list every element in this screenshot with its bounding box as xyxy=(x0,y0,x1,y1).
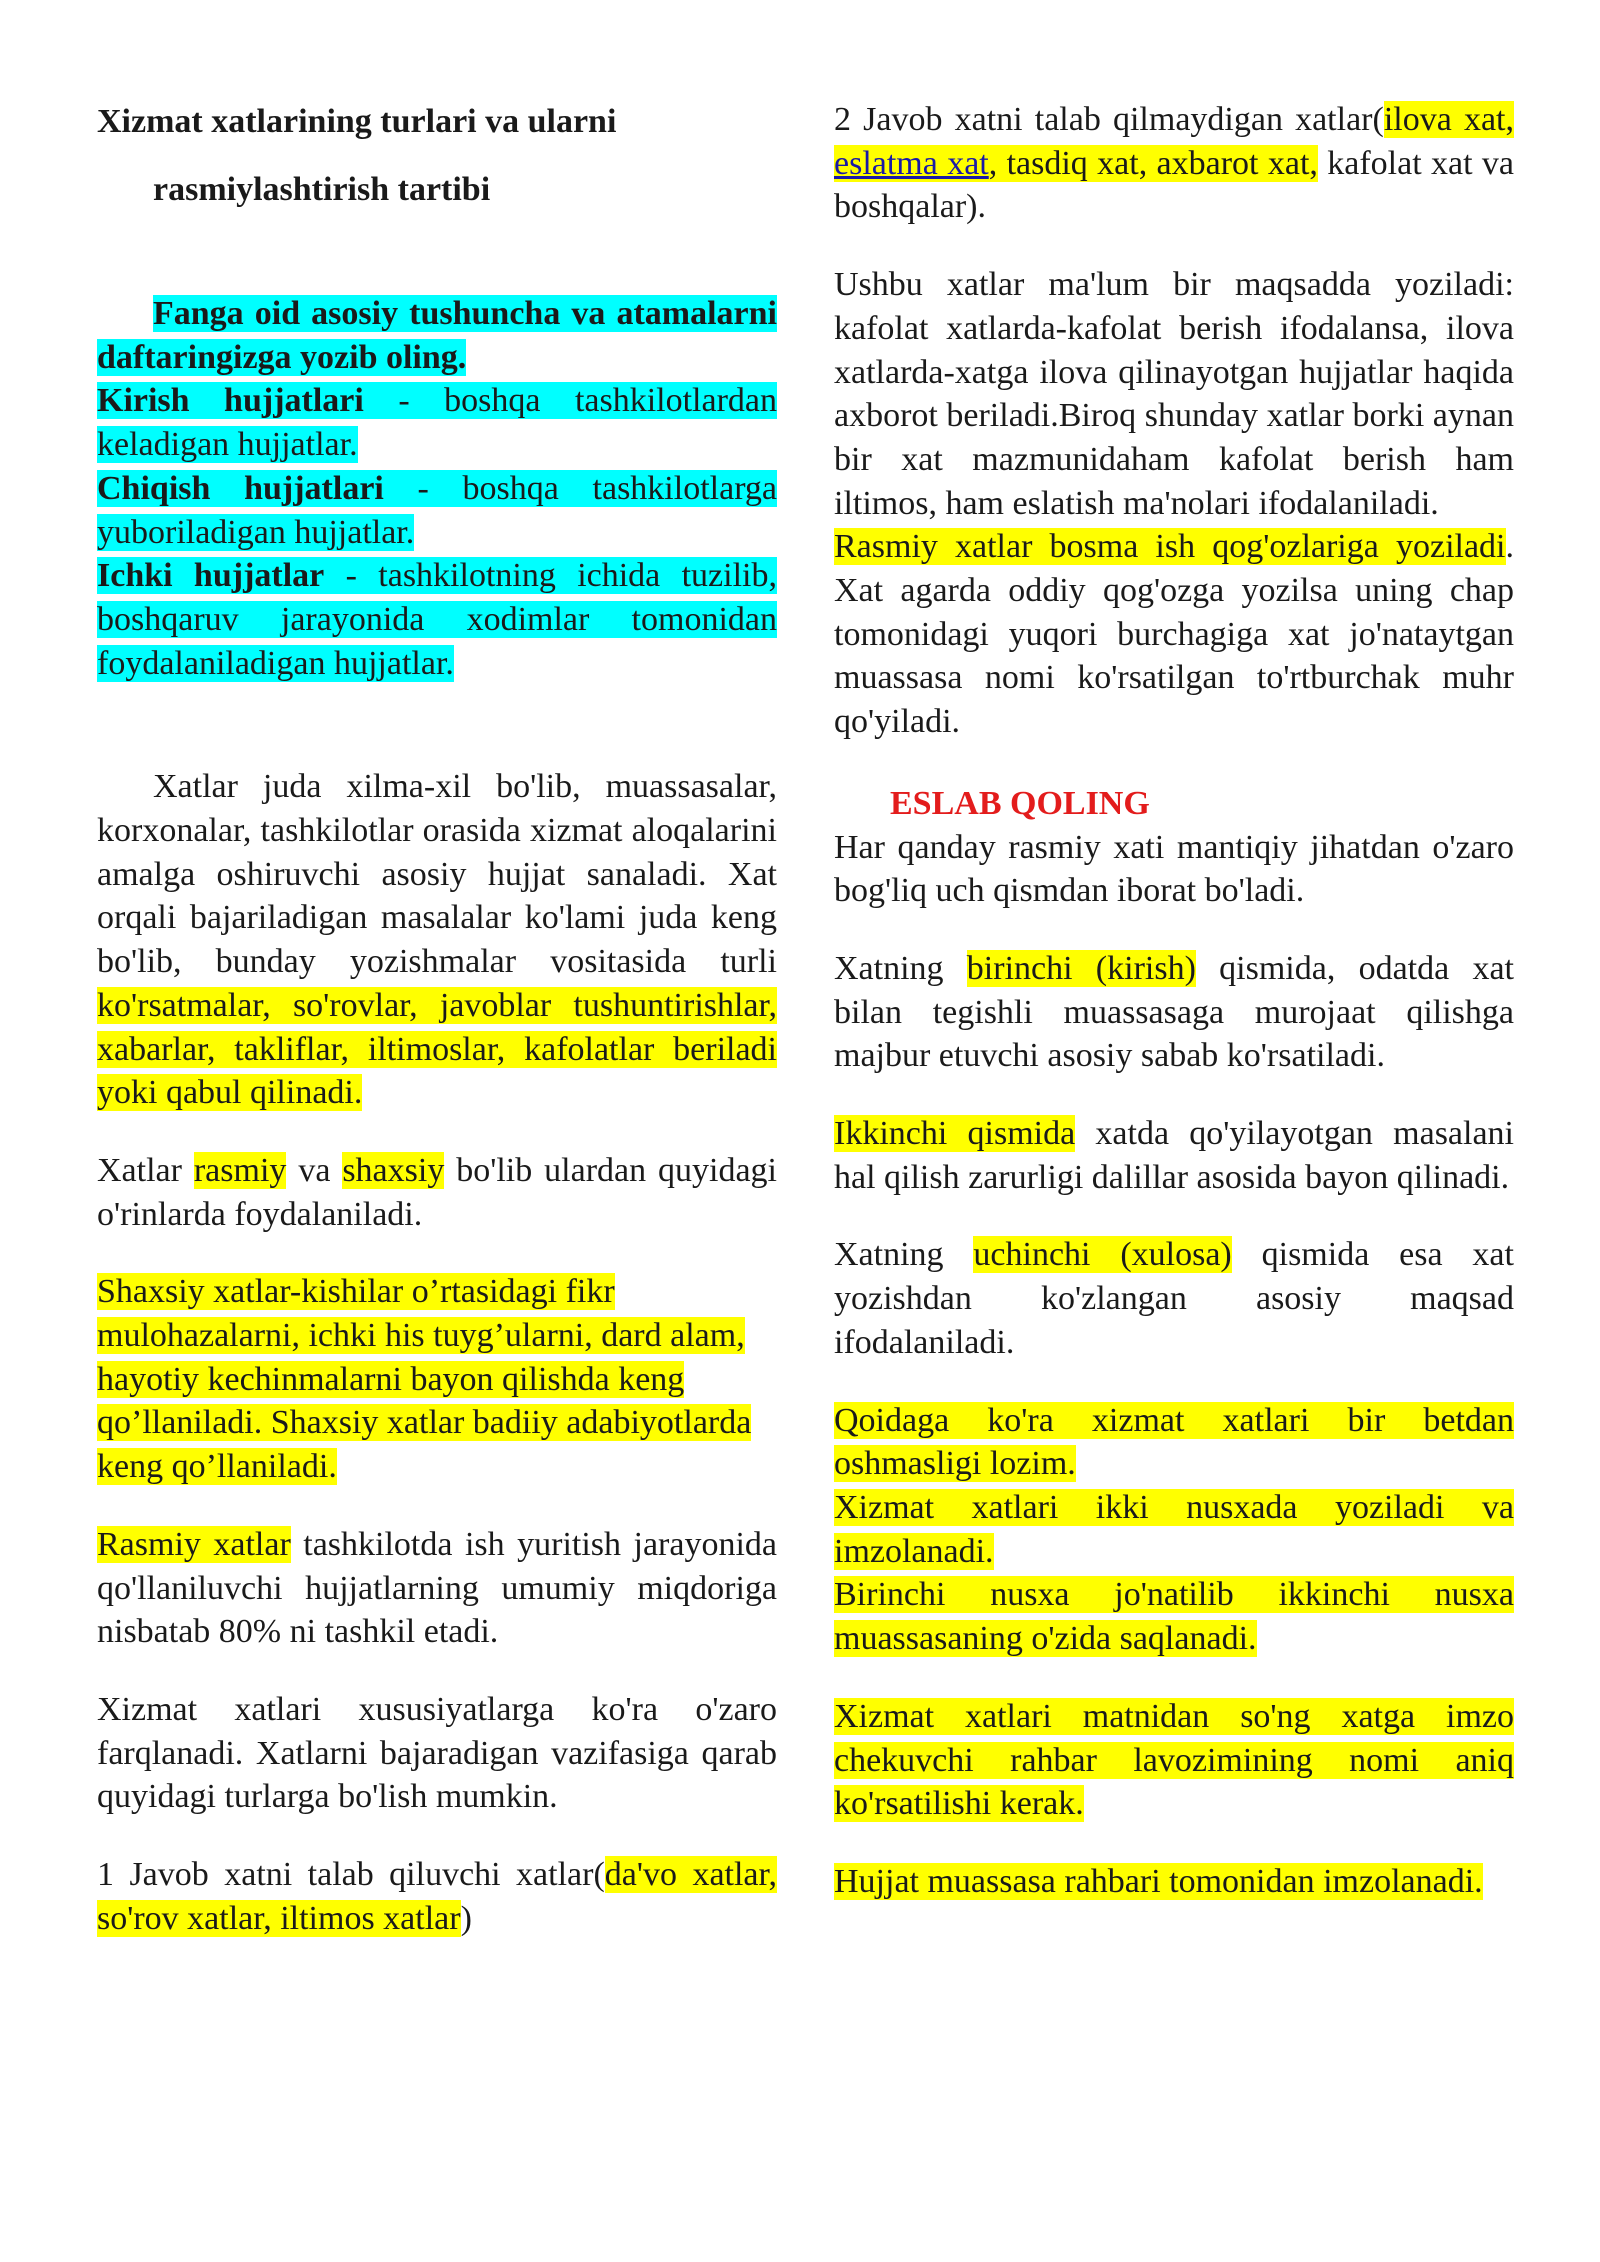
rp4-text: Har qanday rasmiy xati mantiqiy jihatdan o'zaro bog'liq uch qismdan iborat bo'ladi. xyxy=(834,828,1514,910)
rp1-text-a: 2 Javob xatni talab qilmaydigan xatlar( xyxy=(834,101,1384,138)
paragraph-birinchi-qism xyxy=(834,947,1514,1078)
paragraph-uchinchi-qism xyxy=(834,1233,1514,1364)
right-column xyxy=(834,100,1514,1904)
rp11-highlight: Xizmat xatlari matnidan so'ng xatga imzo chekuvchi rahbar lavozimining nomi aniq ko'rsatilishi kerak. xyxy=(834,1697,1514,1823)
rp1-highlight-1: ilova xat, xyxy=(1383,101,1514,138)
rp8-highlight: Qoidaga ko'ra xizmat xatlari bir betdan oshmasligi lozim. xyxy=(834,1401,1514,1483)
glossary-intro: Fanga oid asosiy tushuncha va atamalarni daftaringizga yozib oling. xyxy=(97,295,777,376)
paragraph-maqsad xyxy=(834,263,1514,744)
eslatma-xat-link[interactable]: eslatma xat xyxy=(834,144,989,182)
p5-text: Xizmat xatlari xususiyatlarga ko'ra o'zaro farqlanadi. Xatlarni bajaradigan vazifasiga qarab quyidagi turlarga bo'lish mumkin. xyxy=(97,1690,777,1816)
p1-highlight: ko'rsatmalar, so'rovlar, javoblar tushuntirishlar, xabarlar, takliflar, iltimoslar, kafolatlar beriladi yoki qabul qilinadi. xyxy=(97,986,777,1112)
rp1-highlight-2: , tasdiq xat, axbarot xat, xyxy=(988,144,1318,182)
term-chiqish: Chiqish hujjatlari xyxy=(97,469,384,507)
p6-highlight: da'vo xatlar, so'rov xatlar, iltimos xatlar xyxy=(97,1856,777,1937)
p3-highlight: Shaxsiy xatlar-kishilar o’rtasidagi fikr mulohazalarni, ichki his tuyg’ularni, dard alam, hayotiy kechinmalarni bayon qilishda keng qo’llaniladi. Shaxsiy xatlar badiiy adabiyotlarda keng qo’llaniladi. xyxy=(97,1273,752,1486)
rp7-highlight: uchinchi (xulosa) xyxy=(973,1236,1232,1274)
def-kirish: - boshqa tashkilotlardan keladigan hujjatlar. xyxy=(97,382,777,464)
p2-text-a: Xatlar xyxy=(97,1151,194,1189)
def-ichki: - tashkilotning ichida tuzilib, boshqaruv jarayonida xodimlar tomonidan foydalaniladigan hujjatlar. xyxy=(97,557,777,682)
paragraph-qoidalar xyxy=(834,1399,1514,1661)
term-ichki: Ichki hujjatlar xyxy=(97,557,325,595)
p4-text: tashkilotda ish yuritish jarayonida qo'llaniluvchi hujjatlarning umumiy miqdoriga nisbatab 80% ni tashkil etadi. xyxy=(97,1525,777,1651)
paragraph-javob-talab-qilmaydigan xyxy=(834,98,1514,229)
paragraph-ikkinchi-qism xyxy=(834,1112,1514,1199)
document-title xyxy=(97,100,777,212)
paragraph-rahbar-imzo xyxy=(834,1860,1514,1904)
rp5-highlight: birinchi (kirish) xyxy=(966,949,1196,987)
eslab-qoling-heading: ESLAB QOLING xyxy=(890,784,1150,822)
rp6-text: xatda qo'yilayotgan masalani hal qilish zarurligi dalillar asosida bayon qilinadi. xyxy=(834,1115,1514,1196)
paragraph-imzo xyxy=(834,1695,1514,1826)
title-line-1: Xizmat xatlarining turlari va ularni xyxy=(97,103,617,140)
p4-highlight: Rasmiy xatlar xyxy=(97,1525,291,1563)
rp9-highlight: Xizmat xatlari ikki nusxada yoziladi va imzolanadi. xyxy=(834,1488,1514,1570)
rp7-text-b: qismida esa xat yozishdan ko'zlangan asosiy maqsad ifodalaniladi. xyxy=(834,1236,1514,1361)
p6-text-b: ) xyxy=(460,1899,472,1937)
paragraph-rasmiy-shaxsiy xyxy=(97,1149,777,1236)
p6-text-a: 1 Javob xatni talab qiluvchi xatlar( xyxy=(97,1856,605,1894)
glossary-block xyxy=(97,292,777,685)
p2-text-c: bo'lib ulardan quyidagi o'rinlarda foydalaniladi. xyxy=(97,1151,778,1233)
paragraph-rasmiy-xatlar xyxy=(97,1523,777,1654)
p2-highlight-rasmiy: rasmiy xyxy=(193,1151,287,1189)
rp2-text: Ushbu xatlar ma'lum bir maqsadda yoziladi: kafolat xatlarda-kafolat berish ifodalansa, ilova xatlarda-xatga ilova qilinayotgan hujjatlar haqida axborot beriladi.Biroq shunday xatlar borki aynan bir xat mazmunidaham kafolat berish ham iltimos, ham eslatish ma'nolari ifodalaniladi. xyxy=(834,266,1514,522)
p2-highlight-shaxsiy: shaxsiy xyxy=(342,1151,445,1189)
paragraph-uch-qism xyxy=(834,826,1514,913)
paragraph-xatlar-intro xyxy=(97,765,777,1115)
p1-text: Xatlar juda xilma-xil bo'lib, muassasalar, korxonalar, tashkilotlar orasida xizmat aloqalarini amalga oshiruvchi asosiy hujjat sanaladi. Xat orqali bajariladigan masalalar ko'lami juda keng bo'lib, bunday yozishmalar vositasida turli xyxy=(97,768,777,981)
rp5-text-b: qismida, odatda xat bilan tegishli muassasaga murojaat qilishga majbur etuvchi asosiy sabab ko'rsatiladi. xyxy=(834,949,1515,1075)
rp3-text: . Xat agarda oddiy qog'ozga yozilsa uning chap tomonidagi yuqori burchagiga xat jo'nataytgan muassasa nomi ko'rsatilgan to'rtburchak muhr qo'yiladi. xyxy=(834,528,1514,741)
rp6-highlight: Ikkinchi qismida xyxy=(834,1115,1076,1153)
paragraph-xususiyatlar xyxy=(97,1688,777,1819)
rp7-text-a: Xatning xyxy=(834,1236,974,1274)
p2-text-b: va xyxy=(286,1151,343,1189)
left-column xyxy=(97,100,777,1941)
term-kirish: Kirish hujjatlari xyxy=(97,382,364,420)
rp5-text-a: Xatning xyxy=(834,949,967,987)
title-line-2: rasmiylashtirish tartibi xyxy=(153,171,491,208)
def-chiqish: - boshqa tashkilotlarga yuboriladigan hujjatlar. xyxy=(97,469,777,551)
rp1-text-b: kafolat xat va boshqalar). xyxy=(834,144,1514,226)
rp3-highlight: Rasmiy xatlar bosma ish qog'ozlariga yoziladi xyxy=(834,528,1506,566)
rp12-highlight: Hujjat muassasa rahbari tomonidan imzolanadi. xyxy=(834,1862,1483,1900)
paragraph-shaxsiy-xatlar xyxy=(97,1270,777,1489)
paragraph-javob-talab xyxy=(97,1853,777,1940)
rp10-highlight: Birinchi nusxa jo'natilib ikkinchi nusxa muassasaning o'zida saqlanadi. xyxy=(834,1576,1514,1658)
